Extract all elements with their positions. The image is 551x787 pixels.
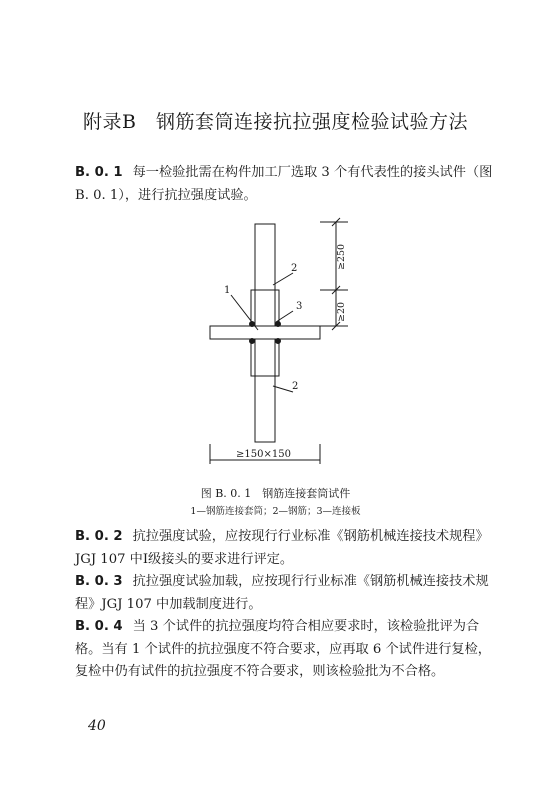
label-rebar-bottom: 2: [292, 381, 299, 392]
dim-gap: ≥20: [336, 301, 347, 322]
label-rebar-top: 2: [291, 263, 298, 274]
label-plate: 3: [296, 301, 303, 312]
section-number: B. 0. 4: [75, 619, 123, 634]
section-text: 每一检验批需在构件加工厂选取 3 个有代表性的接头试件（图 B. 0. 1），进行抗拉强度试验。: [75, 165, 493, 203]
figure-caption: 图 B. 0. 1 钢筋连接套筒试件: [200, 487, 351, 500]
page-title: 附录B 钢筋套筒连接抗拉强度检验试验方法: [83, 111, 468, 133]
section-b04: [75, 616, 495, 684]
rebar-top: [255, 224, 275, 291]
label-sleeve: 1: [224, 285, 231, 296]
section-text: 抗拉强度试验，应按现行行业标准《钢筋机械连接技术规程》JGJ 107 中Ⅰ级接头的要求进行评定。: [75, 529, 489, 567]
section-b03: [75, 571, 495, 616]
rebar-bottom: [255, 376, 275, 442]
figure-legend: 1—钢筋连接套筒；2—钢筋；3—连接板: [190, 506, 361, 517]
section-b02: [75, 526, 495, 571]
section-number: B. 0. 1: [75, 165, 123, 180]
dim-top-length: ≥250: [336, 243, 347, 270]
connecting-plate: [210, 326, 320, 339]
section-number: B. 0. 2: [75, 529, 123, 544]
section-number: B. 0. 3: [75, 574, 123, 589]
section-text: 当 3 个试件的抗拉强度均符合相应要求时，该检验批评为合格。当有 1 个试件的抗拉强度不符合要求，应再取 6 个试件进行复检，复检中仍有试件的抗拉强度不符合要求，则该检验批为不合格。: [75, 619, 491, 679]
page-number: 40: [88, 718, 106, 734]
dim-plate-size: ≥150×150: [236, 449, 291, 460]
section-text: 抗拉强度试验加载，应按现行行业标准《钢筋机械连接技术规程》JGJ 107 中加载制度进行。: [75, 574, 489, 612]
